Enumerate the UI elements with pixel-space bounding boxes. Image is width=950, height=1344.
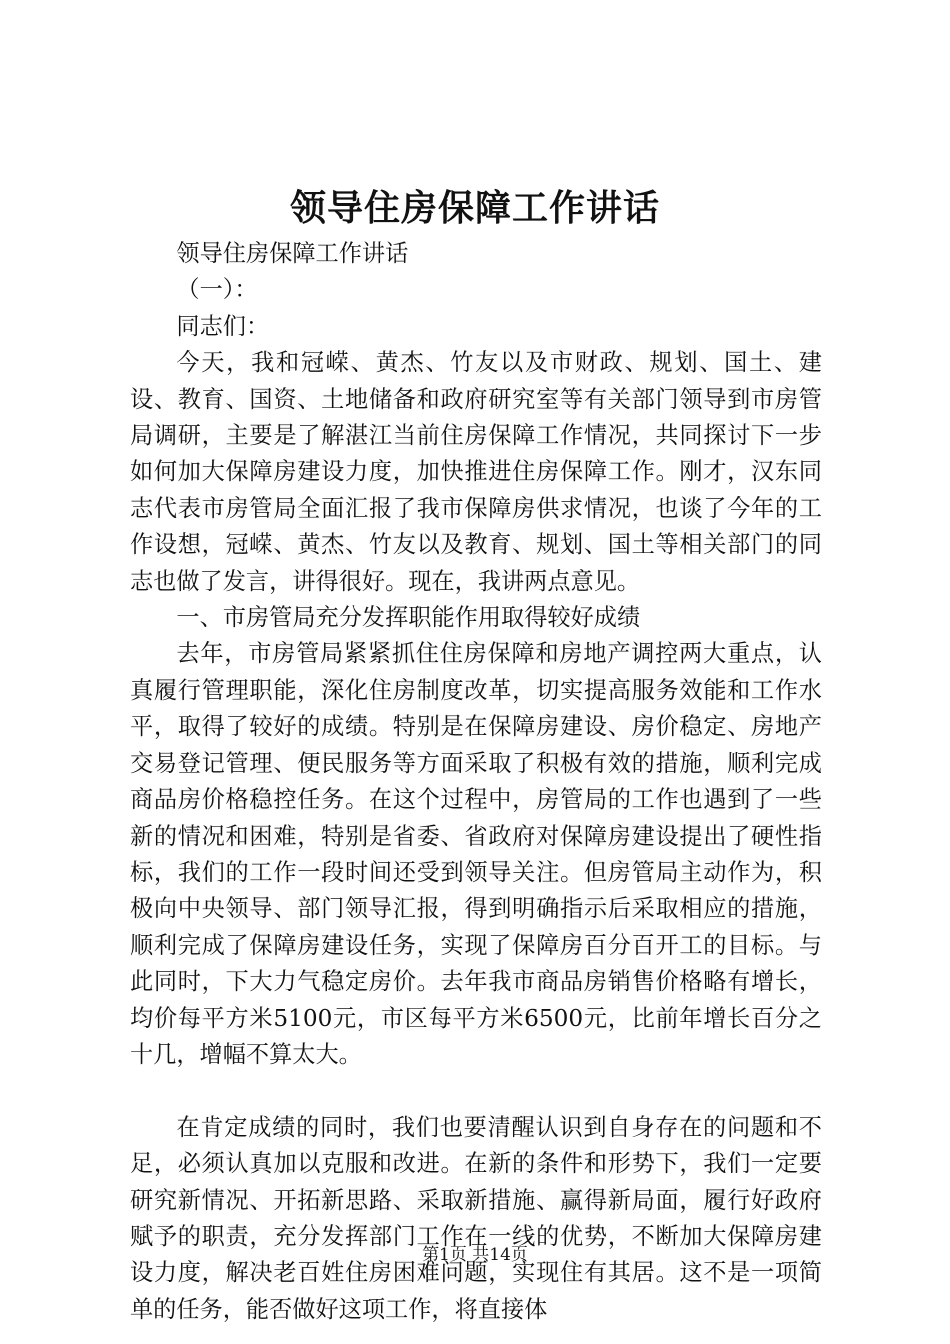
- salutation-paragraph: 同志们：: [176, 312, 270, 340]
- body-paragraph: 今天，我和冠嵘、黄杰、竹友以及市财政、规划、国土、建设、教育、国资、土地储备和政府研究室等有关部门领导到市房管局调研，主要是了解湛江当前住房保障工作情况，共同探讨下一步如何加大保障房建设力度，加快推进住房保障工作。刚才，汉东同志代表市房管局全面汇报了我市保障房供求情况，也谈了今年的工作设想，冠嵘、黄杰、竹友以及教育、规划、国土等相关部门的同志也做了发言，讲得很好。现在，我讲两点意见。: [130, 349, 822, 595]
- document-body: [130, 236, 822, 1328]
- body-paragraph: 在肯定成绩的同时，我们也要清醒认识到自身存在的问题和不足，必须认真加以克服和改进。在新的条件和形势下，我们一定要研究新情况、开拓新思路、采取新措施、赢得新局面，履行好政府赋予的职责，充分发挥部门工作在一线的优势，不断加大保障房建设力度，解决老百姓住房困难问题，实现住有其居。这不是一项简单的任务，能否做好这项工作，将直接体: [130, 1113, 822, 1323]
- document-title: 领导住房保障工作讲话: [289, 187, 660, 229]
- subtitle-paragraph: 领导住房保障工作讲话: [176, 240, 409, 267]
- section-heading: 一、市房管局充分发挥职能作用取得较好成绩: [176, 604, 641, 632]
- page-footer: 第1页 共14页: [422, 1245, 528, 1265]
- section-number-paragraph: （一）：: [176, 276, 258, 304]
- body-paragraph: 去年，市房管局紧紧抓住住房保障和房地产调控两大重点，认真履行管理职能，深化住房制度改革，切实提高服务效能和工作水平，取得了较好的成绩。特别是在保障房建设、房价稳定、房地产交易登记管理、便民服务等方面采取了积极有效的措施，顺利完成商品房价格稳控任务。在这个过程中，房管局的工作也遇到了一些新的情况和困难，特别是省委、省政府对保障房建设提出了硬性指标，我们的工作一段时间还受到领导关注。但房管局主动作为，积极向中央领导、部门领导汇报，得到明确指示后采取相应的措施，顺利完成了保障房建设任务，实现了保障房百分百开工的目标。与此同时，下大力气稳定房价。去年我市商品房销售价格略有增长，均价每平方米5100元，市区每平方米6500元，比前年增长百分之十几，增幅不算太大。: [130, 640, 822, 1068]
